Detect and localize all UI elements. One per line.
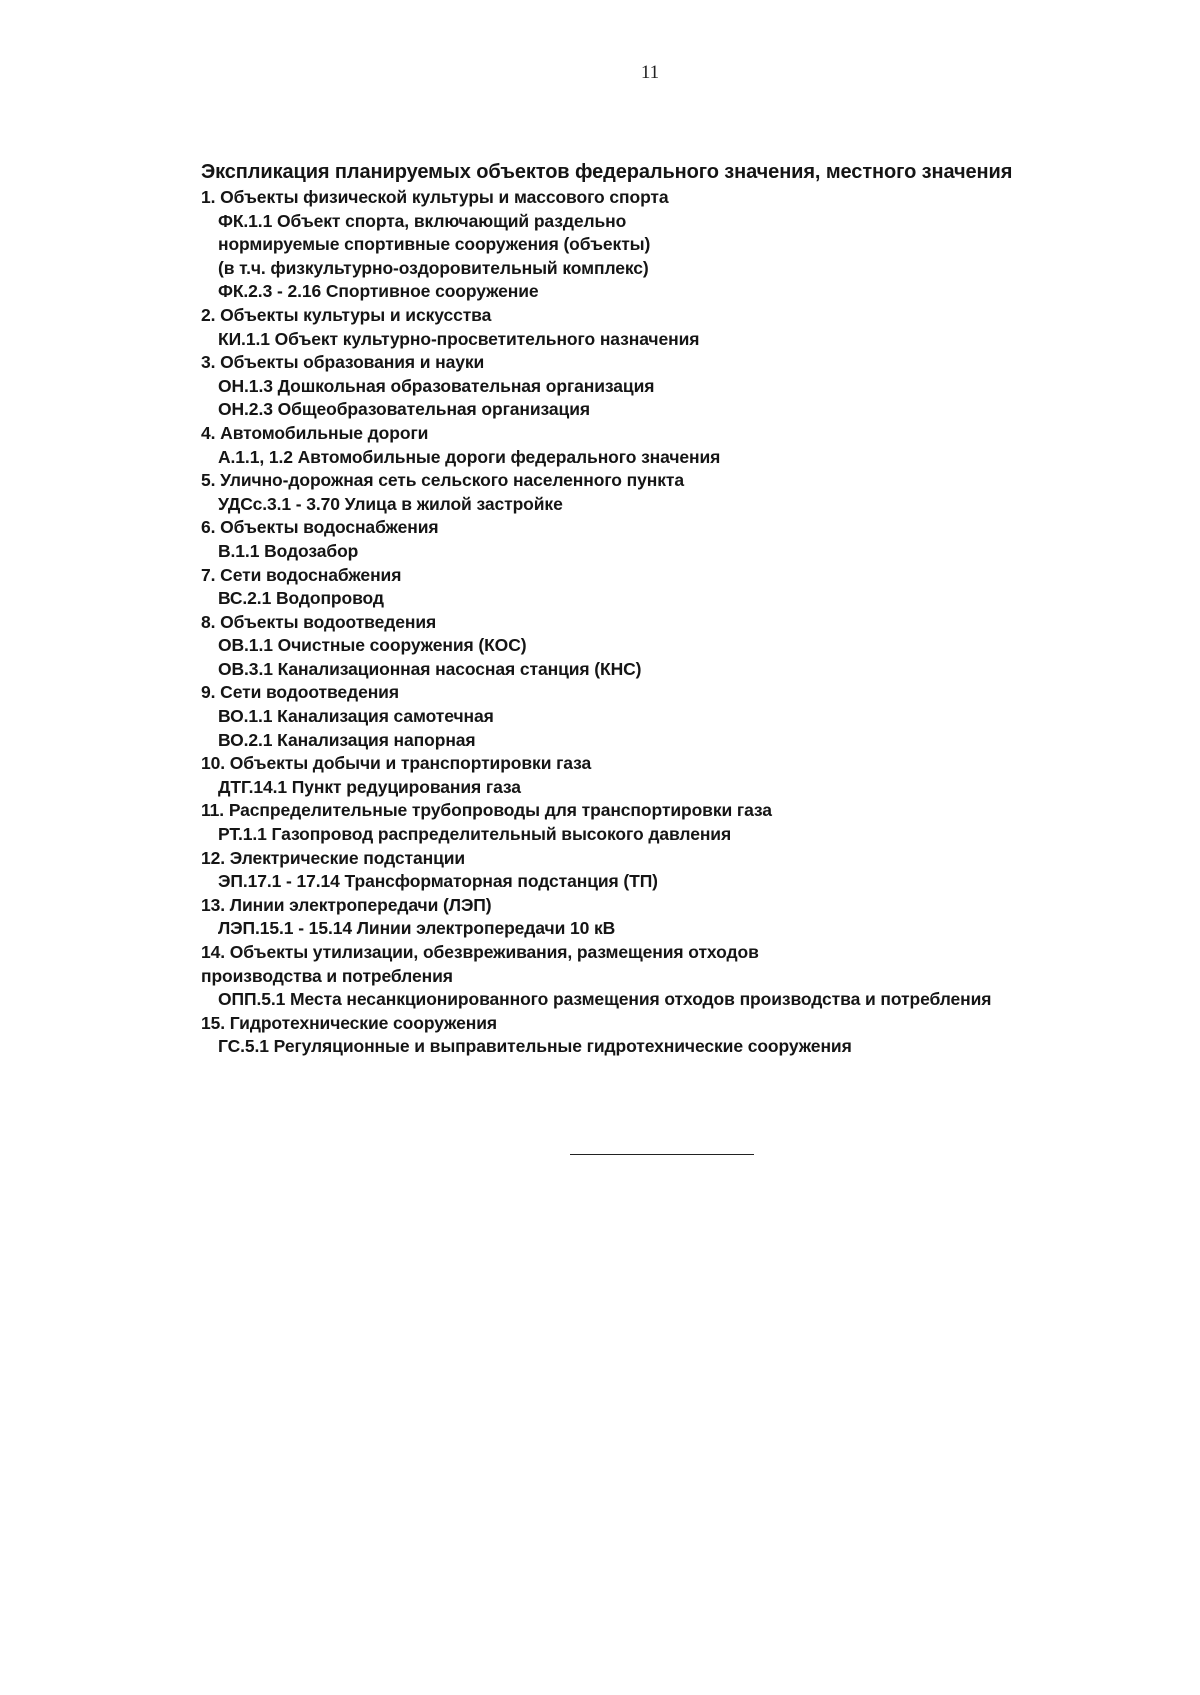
category-heading: 9. Сети водоотведения <box>201 682 399 703</box>
explication-title: Экспликация планируемых объектов федерального значения, местного значения <box>201 161 1013 183</box>
object-entry: ЭП.17.1 - 17.14 Трансформаторная подстанция (ТП) <box>218 871 658 892</box>
category-heading: 5. Улично-дорожная сеть сельского населенного пункта <box>201 470 684 491</box>
object-entry: ЛЭП.15.1 - 15.14 Линии электропередачи 10 кВ <box>218 918 616 939</box>
object-entry: нормируемые спортивные сооружения (объекты) <box>218 234 651 255</box>
category-heading: 15. Гидротехнические сооружения <box>201 1012 497 1033</box>
object-entry: (в т.ч. физкультурно-оздоровительный комплекс) <box>218 257 649 278</box>
object-entry: ОПП.5.1 Места несанкционированного размещения отходов производства и потребления <box>218 989 992 1010</box>
category-heading: 14. Объекты утилизации, обезвреживания, размещения отходов <box>201 942 759 962</box>
object-entry: ВО.2.1 Канализация напорная <box>218 729 476 750</box>
object-entry: В.1.1 Водозабор <box>218 540 359 561</box>
object-entry: ОВ.1.1 Очистные сооружения (КОС) <box>218 635 527 656</box>
object-entry: ВО.1.1 Канализация самотечная <box>218 706 494 727</box>
category-heading: 1. Объекты физической культуры и массового спорта <box>201 187 669 207</box>
object-entry: ОН.2.3 Общеобразовательная организация <box>218 399 590 420</box>
object-entry: А.1.1, 1.2 Автомобильные дороги федерального значения <box>218 446 721 467</box>
category-heading: 3. Объекты образования и науки <box>201 352 485 373</box>
category-heading: 10. Объекты добычи и транспортировки газа <box>201 753 592 774</box>
object-entry: ОН.1.3 Дошкольная образовательная организация <box>218 375 655 396</box>
category-heading: 8. Объекты водоотведения <box>201 611 437 632</box>
object-entry: ВС.2.1 Водопровод <box>218 588 384 609</box>
object-entry: ДТГ.14.1 Пункт редуцирования газа <box>218 776 521 797</box>
category-heading: 6. Объекты водоснабжения <box>201 517 439 538</box>
page-number: 11 <box>640 62 660 83</box>
category-heading: 7. Сети водоснабжения <box>201 564 402 585</box>
object-entry: ГС.5.1 Регуляционные и выправительные гидротехнические сооружения <box>218 1036 852 1057</box>
object-entry: КИ.1.1 Объект культурно-просветительного назначения <box>218 328 700 349</box>
object-entry: ФК.2.3 - 2.16 Спортивное сооружение <box>218 281 539 302</box>
category-heading: 13. Линии электропередачи (ЛЭП) <box>201 894 492 915</box>
end-separator-line <box>570 1154 754 1155</box>
explication-section <box>201 158 1161 1059</box>
explication-list <box>201 186 1161 1059</box>
object-entry: ОВ.3.1 Канализационная насосная станция (КНС) <box>218 658 642 679</box>
object-entry: РТ.1.1 Газопровод распределительный высокого давления <box>218 824 732 845</box>
category-heading: производства и потребления <box>201 965 453 986</box>
object-entry: УДСс.3.1 - 3.70 Улица в жилой застройке <box>218 493 563 514</box>
object-entry: ФК.1.1 Объект спорта, включающий раздельно <box>218 210 627 231</box>
category-heading: 4. Автомобильные дороги <box>201 422 429 443</box>
category-heading: 2. Объекты культуры и искусства <box>201 304 492 325</box>
category-heading: 11. Распределительные трубопроводы для транспортировки газа <box>201 800 772 821</box>
category-heading: 12. Электрические подстанции <box>201 847 466 868</box>
